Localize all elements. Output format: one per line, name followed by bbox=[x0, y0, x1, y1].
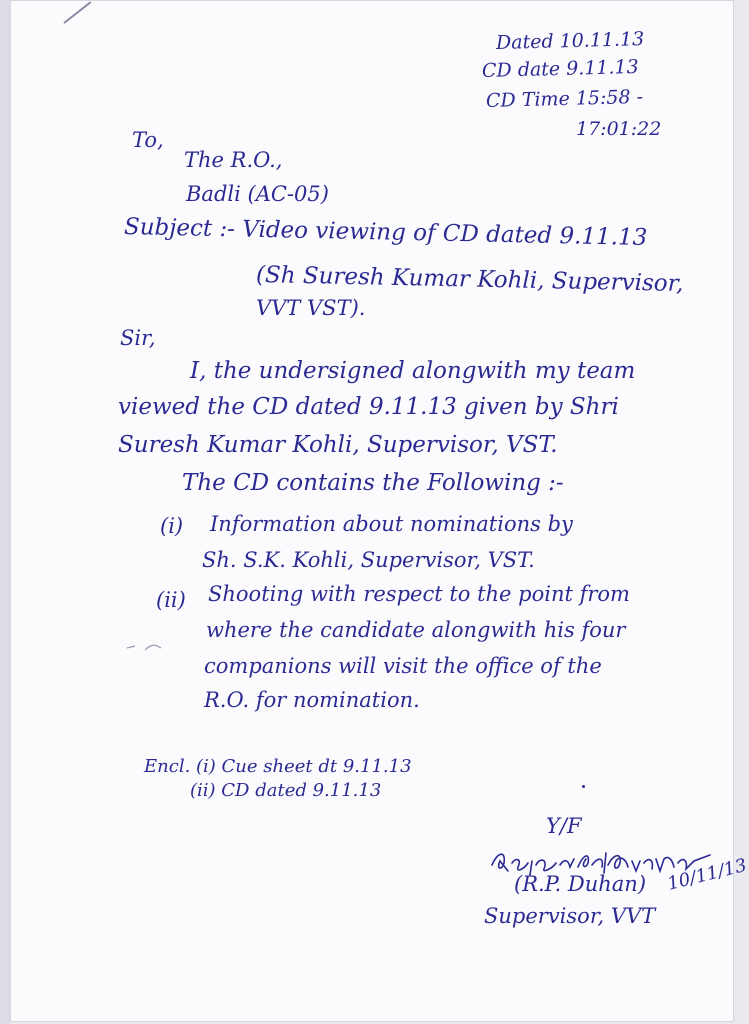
staple-mark bbox=[63, 1, 91, 24]
recipient: The R.O., bbox=[184, 148, 283, 172]
item-1-line-2: Sh. S.K. Kohli, Supervisor, VST. bbox=[202, 548, 535, 572]
ink-dot bbox=[582, 785, 585, 788]
body-line-3: Suresh Kumar Kohli, Supervisor, VST. bbox=[118, 432, 558, 458]
dated-line: Dated 10.11.13 bbox=[495, 28, 645, 54]
salutation: Sir, bbox=[120, 326, 156, 350]
item-2-line-3: companions will visit the office of the bbox=[204, 654, 602, 678]
cd-time-line: CD Time 15:58 - bbox=[485, 85, 644, 112]
stray-ink-mark bbox=[125, 640, 165, 654]
cd-time-end: 17:01:22 bbox=[576, 118, 662, 140]
sheet-edge bbox=[0, 0, 10, 1024]
body-line-1: I, the undersigned alongwith my team bbox=[190, 358, 636, 384]
cd-date-line: CD date 9.11.13 bbox=[481, 55, 639, 82]
subject-unit: VVT VST). bbox=[256, 296, 366, 320]
item-2-marker: (ii) bbox=[156, 588, 186, 612]
signature-date: 10/11/13 bbox=[665, 854, 749, 895]
subject-line: Subject :- Video viewing of CD dated 9.11.13 bbox=[123, 214, 648, 251]
letter-page bbox=[10, 0, 749, 1022]
signatory-designation: Supervisor, VVT bbox=[484, 904, 656, 928]
signatory-name: (R.P. Duhan) bbox=[514, 872, 647, 896]
recipient-location: Badli (AC-05) bbox=[186, 182, 329, 206]
item-1-marker: (i) bbox=[160, 514, 184, 538]
to-label: To, bbox=[132, 128, 164, 152]
item-2-line-1: Shooting with respect to the point from bbox=[208, 582, 630, 606]
item-1-line-1: Information about nominations by bbox=[210, 512, 573, 536]
body-line-4: The CD contains the Following :- bbox=[182, 470, 564, 496]
enclosure-line-1: Encl. (i) Cue sheet dt 9.11.13 bbox=[144, 756, 412, 777]
signature-yf: Y/F bbox=[546, 814, 582, 838]
item-2-line-4: R.O. for nomination. bbox=[204, 688, 420, 712]
subject-person: (Sh Suresh Kumar Kohli, Supervisor, bbox=[255, 262, 684, 297]
enclosure-line-2: (ii) CD dated 9.11.13 bbox=[190, 780, 382, 801]
item-2-line-2: where the candidate alongwith his four bbox=[206, 618, 626, 642]
body-line-2: viewed the CD dated 9.11.13 given by Shri bbox=[118, 394, 619, 420]
